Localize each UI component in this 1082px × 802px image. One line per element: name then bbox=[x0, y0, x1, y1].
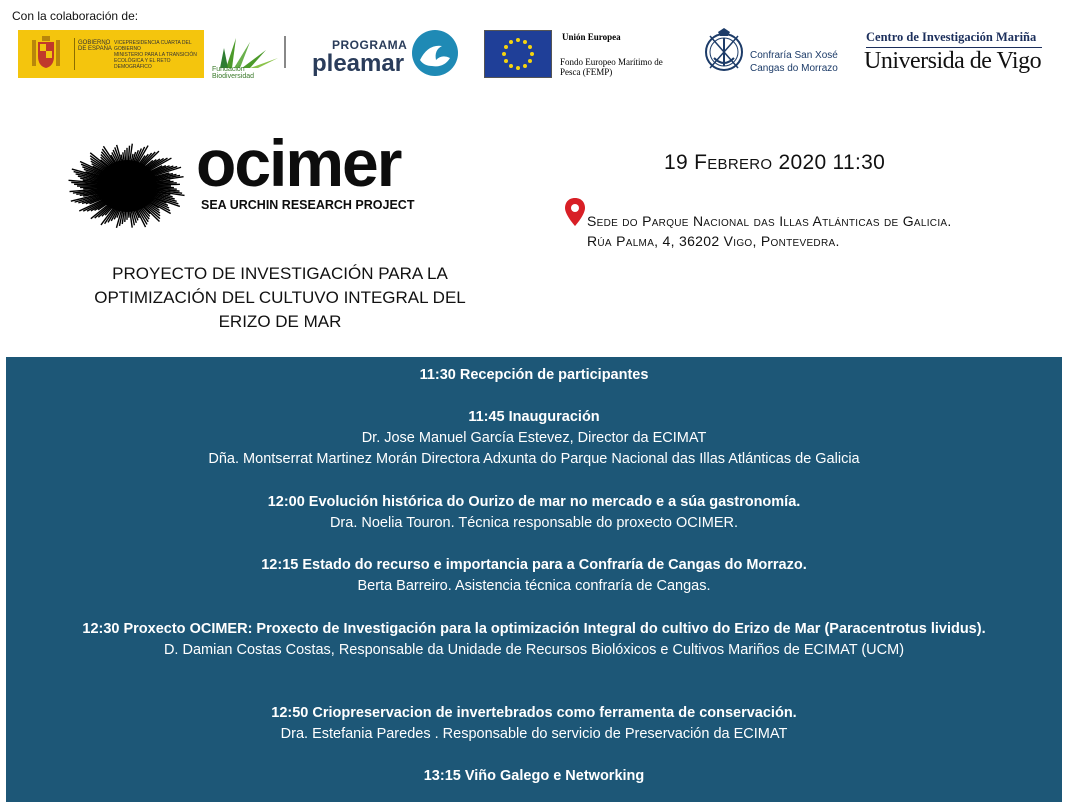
program-item-title: 12:00 Evolución histórica do Ourizo de mar no mercado e a súa gastronomía. bbox=[267, 494, 801, 510]
program-item-title: 11:30 Recepción de participantes bbox=[419, 367, 649, 383]
program-item-speaker: Dr. Jose Manuel García Estevez, Director da ECIMAT bbox=[361, 430, 707, 446]
program-item-speaker: Berta Barreiro. Asistencia técnica confraría de Cangas. bbox=[357, 578, 711, 594]
program-item bbox=[6, 492, 1062, 534]
programa-label: PROGRAMA bbox=[332, 38, 408, 52]
pleamar-label: pleamar bbox=[312, 50, 405, 77]
union-europea-logo bbox=[484, 30, 684, 78]
collaboration-label: Con la colaboración de: bbox=[12, 9, 139, 23]
program-item-speaker: Dra. Noelia Touron. Técnica responsable do proxecto OCIMER. bbox=[329, 515, 739, 531]
program-item bbox=[66, 619, 1002, 661]
eu-flag-icon bbox=[484, 30, 552, 78]
centro-investigacion-label: Centro de Investigación Mariña bbox=[866, 30, 1037, 44]
program-item bbox=[6, 407, 1062, 470]
sea-urchin-icon bbox=[64, 138, 190, 234]
program-item-title: 11:45 Inauguración bbox=[468, 409, 600, 425]
confraria-label: Confraría San Xosé bbox=[750, 50, 838, 61]
program-item-title: 12:15 Estado do recurso e importancia para a Confraría de Cangas do Morrazo. bbox=[261, 557, 807, 573]
eu-label: Unión Europea bbox=[562, 32, 621, 42]
coat-of-arms-icon bbox=[30, 34, 62, 72]
project-title: PROYECTO DE INVESTIGACIÓN PARA LA OPTIMIZACIÓN DEL CULTUVO INTEGRAL DEL ERIZO DE MAR bbox=[94, 264, 466, 331]
ocimer-subtitle: SEA URCHIN RESEARCH PROJECT bbox=[201, 198, 415, 212]
universidade-vigo-logo bbox=[864, 30, 1044, 78]
wave-icon bbox=[412, 30, 458, 76]
logo-separator bbox=[74, 38, 75, 70]
program-item bbox=[6, 555, 1062, 597]
program-item-title: 13:15 Viño Galego e Networking bbox=[423, 768, 645, 784]
pleamar-logo bbox=[312, 30, 458, 80]
cangas-label: Cangas do Morrazo bbox=[750, 63, 838, 74]
program-item-title: 12:50 Criopreservacion de invertebrados como ferramenta de conservación. bbox=[271, 705, 797, 721]
program-item-speaker: Dra. Estefania Paredes . Responsable do servicio de Preservación da ECIMAT bbox=[280, 726, 788, 742]
femp-label: Fondo Europeo Marítimo de Pesca (FEMP) bbox=[560, 57, 663, 77]
event-date: 19 Febrero 2020 11:30 bbox=[664, 151, 886, 174]
universidade-label: Universida de Vigo bbox=[864, 48, 1042, 74]
fundacion-caption: Fundación Biodiversidad bbox=[212, 66, 255, 80]
program-item-speaker: Dña. Montserrat Martinez Morán Directora Adxunta do Parque Nacional das Illas Atlánticas de Galicia bbox=[208, 451, 860, 467]
gobierno-espana-logo bbox=[18, 30, 204, 78]
ministerio-label: MINISTERIO PARA LA TRANSICIÓN ECOLÓGICA Y EL RETO DEMOGRÁFICO bbox=[114, 52, 197, 70]
gobierno-label: GOBIERNO DE ESPAÑA bbox=[78, 40, 112, 52]
program-item-title: 12:30 Proxecto OCIMER: Proxecto de Investigación para la optimización Integral do cultivo do Erizo de Mar (Paracentrotus lividus). bbox=[82, 621, 986, 637]
program-item-speaker: D. Damian Costas Costas, Responsable da Unidade de Recursos Biolóxicos e Cultivos Mariños de ECIMAT (UCM) bbox=[163, 642, 905, 658]
program-item bbox=[6, 365, 1062, 386]
program-item bbox=[6, 703, 1062, 745]
fundacion-biodiversidad-logo bbox=[206, 32, 288, 80]
program-item bbox=[6, 766, 1062, 787]
ocimer-wordmark: ocimer bbox=[196, 126, 401, 200]
venue-address bbox=[587, 211, 952, 251]
venue-line-2: Rúa Palma, 4, 36202 Vigo, Pontevedra. bbox=[587, 233, 840, 249]
program-panel bbox=[6, 357, 1062, 802]
venue-line-1: Sede do Parque Nacional das Illas Atlánticas de Galicia. bbox=[587, 213, 952, 229]
confraria-logo bbox=[702, 26, 852, 80]
location-pin-icon bbox=[564, 197, 586, 227]
vicepresidencia-label: VICEPRESIDENCIA CUARTA DEL GOBIERNO bbox=[114, 40, 192, 52]
anchor-emblem-icon bbox=[702, 26, 746, 76]
